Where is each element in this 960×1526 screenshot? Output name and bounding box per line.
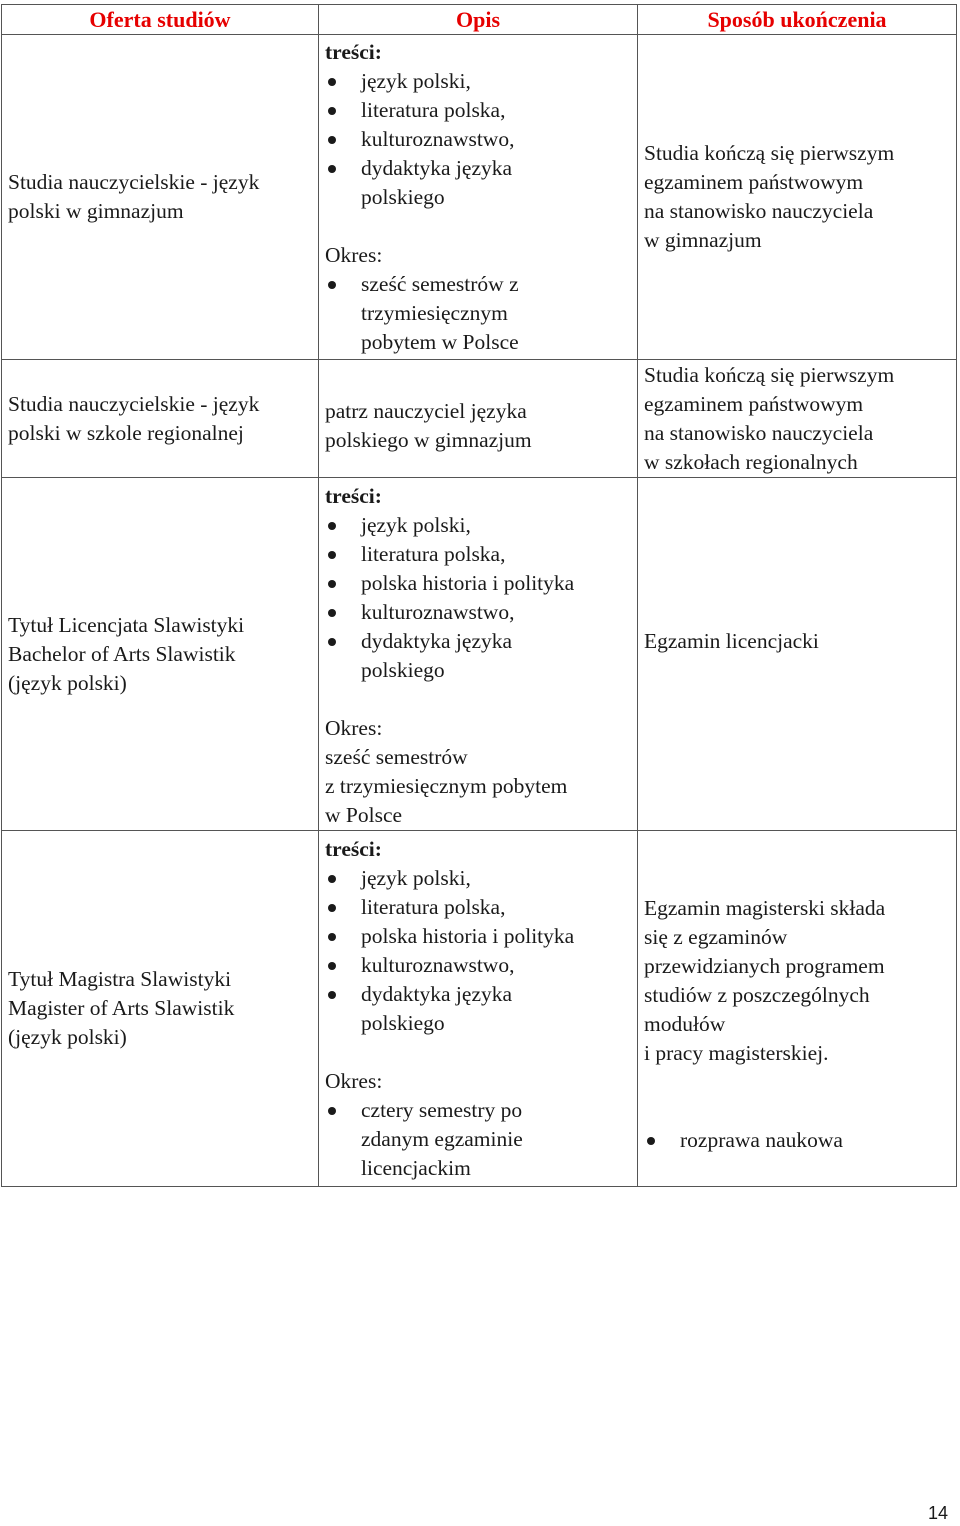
content-list [325,511,631,685]
description-line: polskiego w gimnazjum [325,428,532,452]
completion-line: w gimnazjum [644,228,762,252]
list-item: kulturoznawstwo, [325,125,631,154]
period-line: sześć semestrów [325,744,468,769]
offer-name-cell [2,478,319,831]
completion-line: egzaminem państwowym [644,392,864,416]
description-cell [319,831,638,1187]
table-row [2,35,957,360]
offer-name-line: Magister of Arts Slawistik [8,996,235,1020]
completion-line: egzaminem państwowym [644,170,864,194]
table-row [2,360,957,478]
offer-name-line: Bachelor of Arts Slawistik [8,641,236,666]
list-item: sześć semestrów z trzymiesięcznym pobytem w Polsce [325,270,561,357]
period-list [325,270,631,357]
offer-name-cell [2,35,319,360]
list-item: literatura polska, [325,893,631,922]
list-item: polska historia i polityka [325,569,631,598]
completion-cell [638,831,957,1187]
description-cell [319,360,638,478]
period-label: Okres: [325,715,383,740]
completion-line: Egzamin licencjacki [644,628,819,653]
header-completion: Sposób ukończenia [638,5,957,35]
header-description: Opis [319,5,638,35]
content-label: treści: [325,483,382,508]
offer-name-line: Tytuł Licencjata Slawistyki [8,612,245,637]
period-list [325,1096,631,1183]
study-offer-table [1,4,957,1187]
offer-name-line: polski w gimnazjum [8,199,184,223]
period-label: Okres: [325,242,383,267]
offer-name-line: polski w szkole regionalnej [8,420,244,445]
completion-line: na stanowisko nauczyciela [644,199,874,223]
description-cell [319,35,638,360]
table-row [2,831,957,1187]
completion-line: Studia kończą się pierwszym [644,363,895,387]
completion-bullet-list [644,1126,950,1155]
header-offer: Oferta studiów [2,5,319,35]
completion-line: Egzamin magisterski składa [644,896,886,920]
offer-name-line: Studia nauczycielskie - język [8,170,260,194]
list-item: dydaktyka języka polskiego [325,154,551,212]
period-line: z trzymiesięcznym pobytem [325,773,568,798]
completion-cell [638,35,957,360]
completion-cell [638,360,957,478]
table-header-row [2,5,957,35]
list-item: polska historia i polityka [325,922,631,951]
offer-name-line: (język polski) [8,1025,127,1049]
list-item: język polski, [325,511,631,540]
completion-line: przewidzianych programem [644,954,885,978]
completion-line: się z egzaminów [644,925,788,949]
completion-line: na stanowisko nauczyciela [644,421,874,445]
period-line: w Polsce [325,802,403,827]
period-label: Okres: [325,1069,383,1093]
offer-name-line: (język polski) [8,670,127,695]
offer-name-cell [2,831,319,1187]
completion-cell [638,478,957,831]
completion-line: modułów [644,1012,726,1036]
completion-line: Studia kończą się pierwszym [644,141,895,165]
list-item: język polski, [325,67,631,96]
list-item: kulturoznawstwo, [325,951,631,980]
list-item: literatura polska, [325,96,631,125]
list-item: język polski, [325,864,631,893]
content-list [325,864,631,1038]
list-item: dydaktyka języka polskiego [325,980,551,1038]
list-item: dydaktyka języka polskiego [325,627,551,685]
list-item: kulturoznawstwo, [325,598,631,627]
content-label: treści: [325,39,382,64]
offer-name-line: Tytuł Magistra Slawistyki [8,967,232,991]
list-item: cztery semestry po zdanym egzaminie licencjackim [325,1096,591,1183]
content-list [325,67,631,212]
content-label: treści: [325,837,382,861]
completion-line: w szkołach regionalnych [644,450,858,474]
description-cell [319,478,638,831]
offer-name-line: Studia nauczycielskie - język [8,391,260,416]
offer-name-cell [2,360,319,478]
table-row [2,478,957,831]
description-line: patrz nauczyciel języka [325,399,527,423]
completion-line: studiów z poszczególnych [644,983,870,1007]
list-item: literatura polska, [325,540,631,569]
completion-line: i pracy magisterskiej. [644,1041,829,1065]
page-number: 14 [927,1503,948,1523]
list-item: rozprawa naukowa [644,1126,950,1155]
